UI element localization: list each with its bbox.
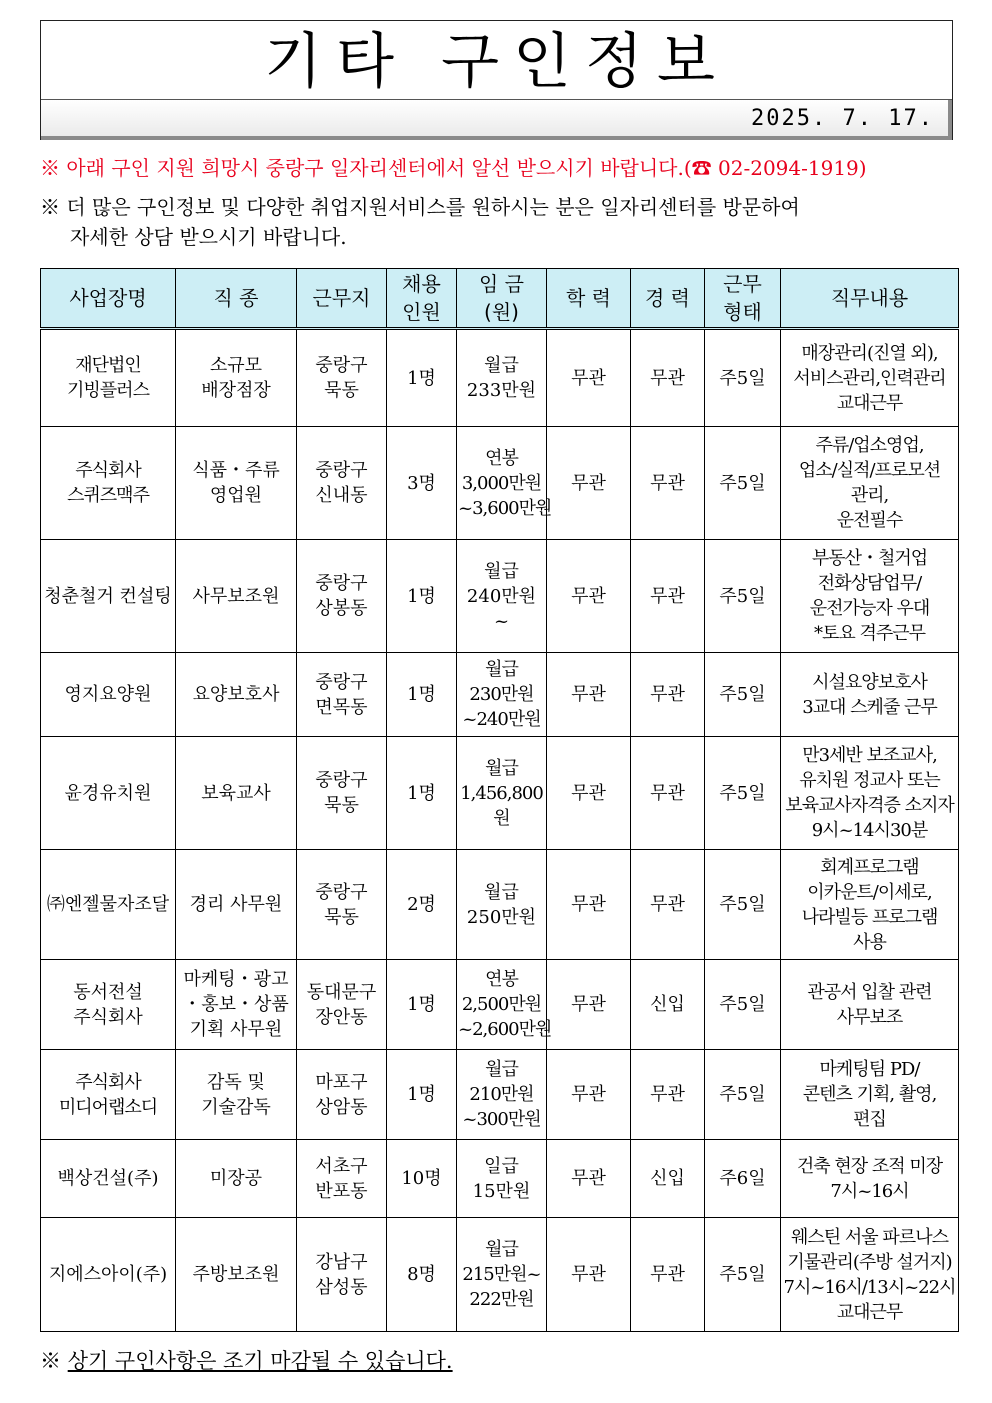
cell-headcount: 1명 [387,1050,457,1140]
cell-wage: 월급 210만원 ~300만원 [457,1050,547,1140]
column-header-location: 근무지 [297,269,387,329]
cell-work-type: 주5일 [705,540,781,653]
cell-wage: 월급 215만원~ 222만원 [457,1218,547,1332]
cell-education: 무관 [547,1050,631,1140]
cell-company: 재단법인 기빙플러스 [41,329,176,427]
cell-wage: 월급 230만원 ~240만원 [457,653,547,737]
cell-company: 동서전설 주식회사 [41,960,176,1050]
cell-experience: 신입 [631,1140,705,1218]
cell-duties: 회계프로그램 이카운트/이세로, 나라빌등 프로그램 사용 [781,850,959,960]
cell-company: 지에스아이(주) [41,1218,176,1332]
cell-location: 중랑구 묵동 [297,850,387,960]
cell-wage: 일급 15만원 [457,1140,547,1218]
cell-wage: 월급 233만원 [457,329,547,427]
cell-location: 강남구 삼성동 [297,1218,387,1332]
table-row [41,1218,959,1332]
cell-duties: 매장관리(진열 외), 서비스관리,인력관리 교대근무 [781,329,959,427]
cell-education: 무관 [547,850,631,960]
column-header-experience: 경 력 [631,269,705,329]
cell-location: 중랑구 묵동 [297,737,387,850]
cell-experience: 무관 [631,850,705,960]
cell-duties: 건축 현장 조적 미장 7시~16시 [781,1140,959,1218]
cell-experience: 무관 [631,1218,705,1332]
cell-education: 무관 [547,1140,631,1218]
cell-education: 무관 [547,427,631,540]
table-body [41,329,959,1332]
cell-work-type: 주5일 [705,850,781,960]
cell-job: 요양보호사 [176,653,297,737]
cell-education: 무관 [547,1218,631,1332]
cell-work-type: 주5일 [705,1218,781,1332]
table-row [41,850,959,960]
cell-duties: 주류/업소영업, 업소/실적/프로모션 관리, 운전필수 [781,427,959,540]
cell-duties: 시설요양보호사 3교대 스케줄 근무 [781,653,959,737]
cell-headcount: 1명 [387,540,457,653]
cell-wage: 월급 250만원 [457,850,547,960]
cell-company: 주식회사 스퀴즈맥주 [41,427,176,540]
column-header-job: 직 종 [176,269,297,329]
cell-work-type: 주5일 [705,653,781,737]
cell-work-type: 주5일 [705,427,781,540]
page-title: 기타 구인정보 [264,27,729,97]
cell-work-type: 주5일 [705,1050,781,1140]
cell-experience: 무관 [631,427,705,540]
cell-job: 식품・주류 영업원 [176,427,297,540]
cell-location: 동대문구 장안동 [297,960,387,1050]
column-header-work-type: 근무 형태 [705,269,781,329]
footer-note [40,1345,453,1375]
publish-date: 2025. 7. 17. [751,106,934,131]
table-row [41,540,959,653]
cell-wage: 월급 1,456,800 원 [457,737,547,850]
cell-duties: 마케팅팀 PD/ 콘텐츠 기획, 촬영, 편집 [781,1050,959,1140]
column-header-education: 학 력 [547,269,631,329]
column-header-duties: 직무내용 [781,269,959,329]
cell-experience: 무관 [631,540,705,653]
cell-headcount: 2명 [387,850,457,960]
cell-education: 무관 [547,653,631,737]
cell-wage: 연봉 2,500만원 ~2,600만원 [457,960,547,1050]
cell-work-type: 주5일 [705,329,781,427]
table-row [41,737,959,850]
table-row [41,653,959,737]
cell-headcount: 1명 [387,737,457,850]
cell-wage: 연봉 3,000만원 ~3,600만원 [457,427,547,540]
cell-education: 무관 [547,540,631,653]
cell-location: 중랑구 면목동 [297,653,387,737]
cell-duties: 관공서 입찰 관련 사무보조 [781,960,959,1050]
cell-job: 감독 및 기술감독 [176,1050,297,1140]
cell-education: 무관 [547,737,631,850]
date-bar [41,99,952,140]
visit-note [40,192,955,252]
column-header-company: 사업장명 [41,269,176,329]
cell-job: 주방보조원 [176,1218,297,1332]
cell-experience: 신입 [631,960,705,1050]
referral-note: ※ 아래 구인 지원 희망시 중랑구 일자리센터에서 알선 받으시기 바랍니다.(☎ 02-2094-1919) [40,156,867,180]
cell-location: 중랑구 묵동 [297,329,387,427]
cell-job: 소규모 배장점장 [176,329,297,427]
cell-job: 경리 사무원 [176,850,297,960]
cell-work-type: 주5일 [705,960,781,1050]
cell-experience: 무관 [631,1050,705,1140]
cell-company: 주식회사 미디어랩소디 [41,1050,176,1140]
cell-headcount: 3명 [387,427,457,540]
cell-work-type: 주6일 [705,1140,781,1218]
cell-experience: 무관 [631,653,705,737]
job-listings-table [40,268,959,1332]
cell-job: 마케팅・광고 ・홍보・상품 기획 사무원 [176,960,297,1050]
table-row [41,329,959,427]
cell-education: 무관 [547,329,631,427]
cell-education: 무관 [547,960,631,1050]
cell-company: 백상건설(주) [41,1140,176,1218]
cell-headcount: 1명 [387,960,457,1050]
cell-company: 청춘철거 컨설팅 [41,540,176,653]
visit-note-line2: 자세한 상담 받으시기 바랍니다. [70,225,347,249]
cell-headcount: 8명 [387,1218,457,1332]
cell-company: 영지요양원 [41,653,176,737]
cell-duties: 부동산・철거업 전화상담업무/ 운전가능자 우대 *토요 격주근무 [781,540,959,653]
table-row [41,1140,959,1218]
cell-experience: 무관 [631,737,705,850]
cell-job: 미장공 [176,1140,297,1218]
table-row [41,427,959,540]
cell-headcount: 1명 [387,653,457,737]
cell-location: 중랑구 상봉동 [297,540,387,653]
cell-company: ㈜엔젤물자조달 [41,850,176,960]
cell-job: 사무보조원 [176,540,297,653]
column-header-wage: 임 금 (원) [457,269,547,329]
visit-note-line1: ※ 더 많은 구인정보 및 다양한 취업지원서비스를 원하시는 분은 일자리센터를 방문하여 [40,195,800,219]
cell-company: 윤경유치원 [41,737,176,850]
cell-work-type: 주5일 [705,737,781,850]
cell-job: 보육교사 [176,737,297,850]
cell-headcount: 1명 [387,329,457,427]
table-header-row [41,269,959,329]
footer-mark: ※ [40,1349,61,1373]
cell-headcount: 10명 [387,1140,457,1218]
cell-wage: 월급 240만원 ~ [457,540,547,653]
cell-experience: 무관 [631,329,705,427]
cell-location: 서초구 반포동 [297,1140,387,1218]
table-row [41,1050,959,1140]
cell-location: 마포구 상암동 [297,1050,387,1140]
table-row [41,960,959,1050]
cell-duties: 웨스틴 서울 파르나스 기물관리(주방 설거지) 7시~16시/13시~22시 교대근무 [781,1218,959,1332]
cell-duties: 만3세반 보조교사, 유치원 정교사 또는 보육교사자격증 소지자 9시~14시30분 [781,737,959,850]
column-header-headcount: 채용 인원 [387,269,457,329]
title-box [40,20,953,140]
cell-location: 중랑구 신내동 [297,427,387,540]
footer-text: 상기 구인사항은 조기 마감될 수 있습니다. [67,1349,453,1373]
